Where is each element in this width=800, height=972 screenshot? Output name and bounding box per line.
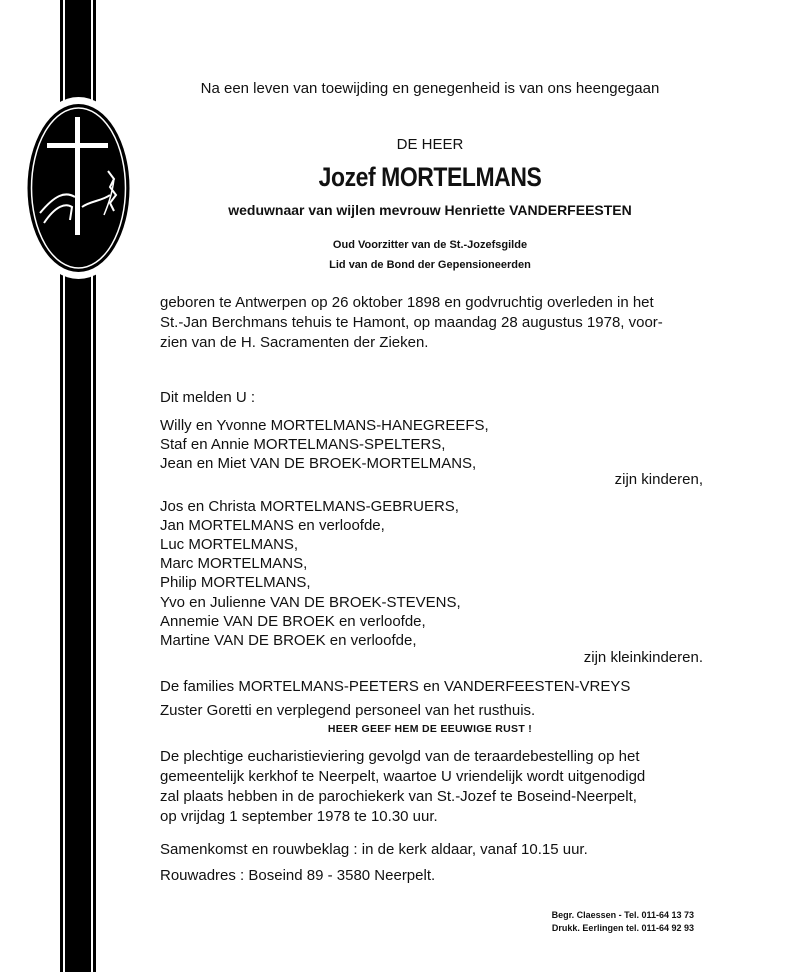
birth-death-line: geboren te Antwerpen op 26 oktober 1898 en godvruchtig overleden in het — [160, 294, 654, 311]
grandchildren-item: Luc MORTELMANS, — [160, 536, 299, 553]
printer-credit: Drukk. Eerlingen tel. 011-64 92 93 — [551, 923, 694, 933]
deceased-name: Jozef MORTELMANS — [318, 162, 542, 192]
announcers-label: Dit melden U : — [160, 389, 256, 406]
cross-wheat-emblem-icon — [20, 95, 137, 281]
funeral-director-credit: Begr. Claessen - Tel. 011-64 13 73 — [551, 910, 694, 920]
grandchildren-label: zijn kleinkinderen. — [583, 649, 703, 666]
birth-death-line: St.-Jan Berchmans tehuis te Hamont, op maandag 28 augustus 1978, voor- — [160, 314, 663, 331]
grandchildren-item: Martine VAN DE BROEK en verloofde, — [160, 632, 417, 649]
widower-line: weduwnaar van wijlen mevrouw Henriette VANDERFEESTEN — [228, 202, 632, 218]
sister-line: Zuster Goretti en verplegend personeel van het rusthuis. — [160, 702, 536, 719]
intro-line: Na een leven van toewijding en genegenheid is van ons heengegaan — [200, 80, 660, 97]
grandchildren-item: Jan MORTELMANS en verloofde, — [160, 517, 385, 534]
grandchildren-item: Marc MORTELMANS, — [160, 555, 308, 572]
role-line: Oud Voorzitter van de St.-Jozefsgilde — [332, 239, 528, 251]
prayer-line: HEER GEEF HEM DE EEUWIGE RUST ! — [327, 723, 533, 735]
ceremony-line: gemeentelijk kerkhof te Neerpelt, waartoe U vriendelijk wordt uitgenodigd — [160, 768, 646, 785]
children-label: zijn kinderen, — [614, 471, 703, 488]
birth-death-line: zien van de H. Sacramenten der Zieken. — [160, 334, 429, 351]
title-prefix: DE HEER — [396, 136, 464, 153]
role-line: Lid van de Bond der Gepensioneerden — [329, 259, 531, 271]
grandchildren-item: Philip MORTELMANS, — [160, 574, 311, 591]
address-line: Rouwadres : Boseind 89 - 3580 Neerpelt. — [160, 867, 436, 884]
children-item: Willy en Yvonne MORTELMANS-HANEGREEFS, — [160, 417, 489, 434]
ceremony-line: zal plaats hebben in de parochiekerk van St.-Jozef te Boseind-Neerpelt, — [160, 788, 637, 805]
ceremony-line: De plechtige eucharistieviering gevolgd van de teraardebestelling op het — [160, 748, 640, 765]
gathering-line: Samenkomst en rouwbeklag : in de kerk aldaar, vanaf 10.15 uur. — [160, 841, 588, 858]
grandchildren-item: Yvo en Julienne VAN DE BROEK-STEVENS, — [160, 594, 461, 611]
families-line: De families MORTELMANS-PEETERS en VANDERFEESTEN-VREYS — [160, 678, 631, 695]
ceremony-line: op vrijdag 1 september 1978 te 10.30 uur. — [160, 808, 438, 825]
children-item: Jean en Miet VAN DE BROEK-MORTELMANS, — [160, 455, 477, 472]
grandchildren-item: Annemie VAN DE BROEK en verloofde, — [160, 613, 426, 630]
children-item: Staf en Annie MORTELMANS-SPELTERS, — [160, 436, 446, 453]
grandchildren-item: Jos en Christa MORTELMANS-GEBRUERS, — [160, 498, 459, 515]
